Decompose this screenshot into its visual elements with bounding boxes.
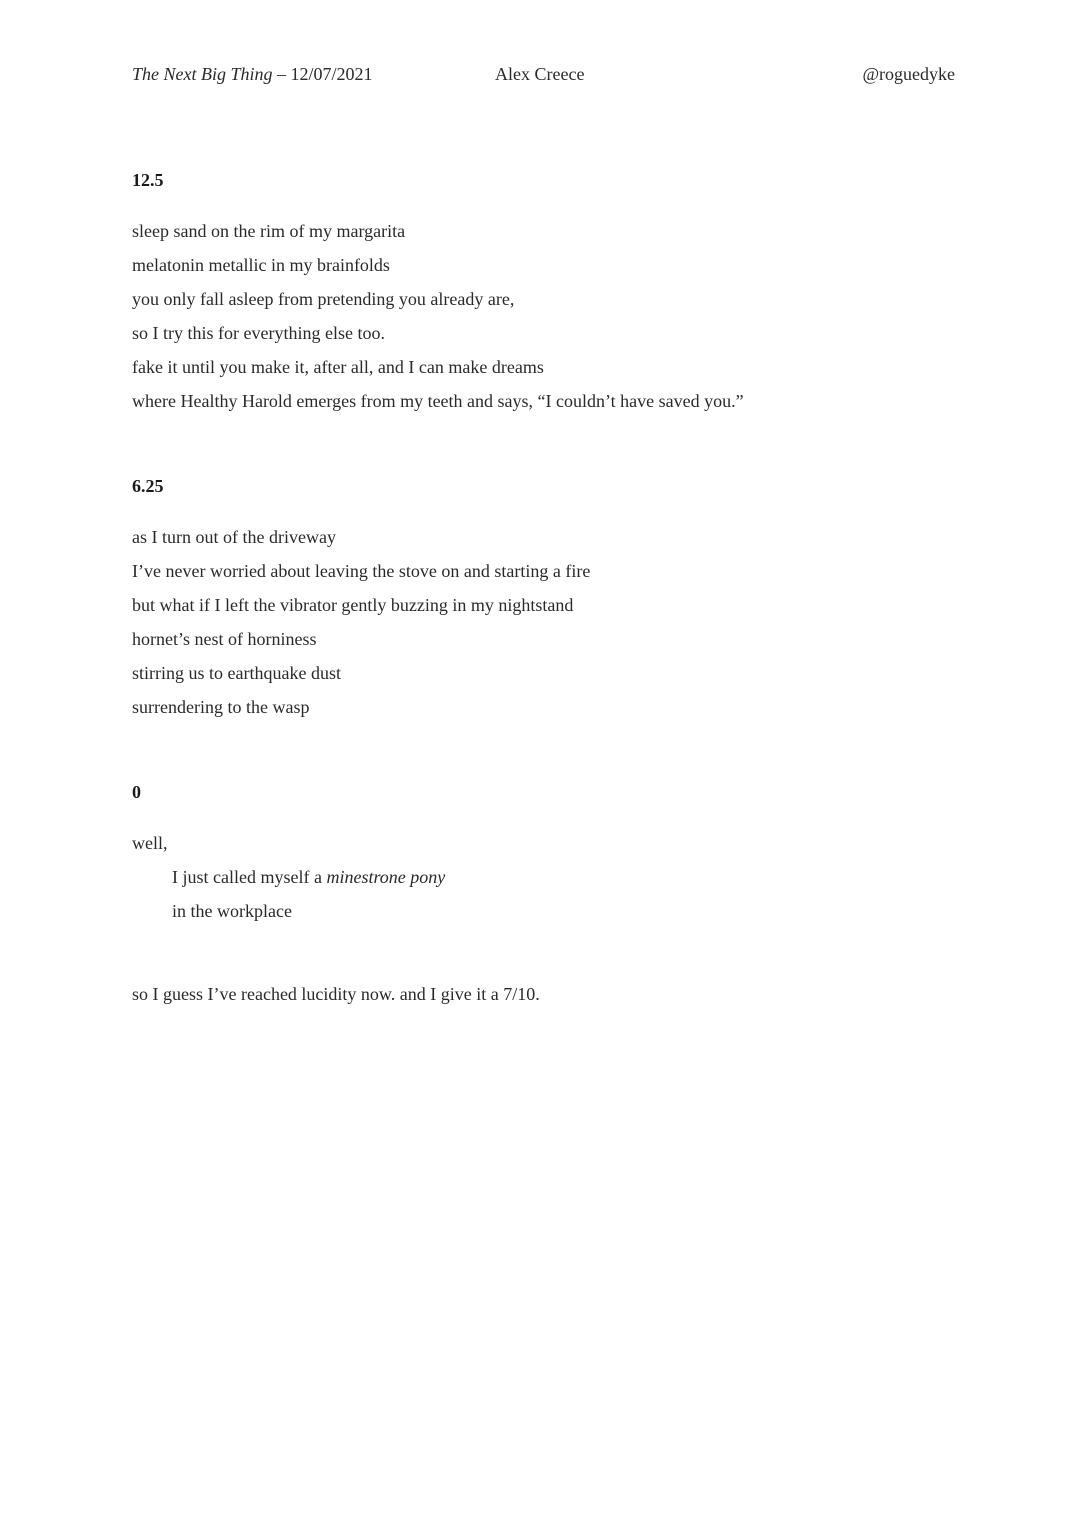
section-title-0: 0 <box>132 782 141 802</box>
poem-line-indented: in the workplace <box>172 901 292 921</box>
poem-line-prefix: I just called myself a <box>172 867 327 887</box>
poem-stanza-12-5 <box>132 214 744 418</box>
header-title-date <box>132 64 373 85</box>
poem-line: so I try this for everything else too. <box>132 323 385 343</box>
header-handle: @roguedyke <box>862 64 955 84</box>
section-title-6-25: 6.25 <box>132 476 164 496</box>
poem-line: where Healthy Harold emerges from my teeth and says, “I couldn’t have saved you.” <box>132 391 744 411</box>
poem-closing <box>132 977 540 1011</box>
poem-line: fake it until you make it, after all, and I can make dreams <box>132 357 544 377</box>
poem-line: sleep sand on the rim of my margarita <box>132 221 406 241</box>
header-title: The Next Big Thing <box>132 64 273 84</box>
poem-line: stirring us to earthquake dust <box>132 663 341 683</box>
poem-line: surrendering to the wasp <box>132 697 310 717</box>
poem-stanza-0 <box>132 826 445 928</box>
poem-line-indented <box>132 860 445 894</box>
poem-line: I’ve never worried about leaving the stove on and starting a fire <box>132 561 591 581</box>
poem-emphasis: minestrone pony <box>326 867 446 887</box>
page-header <box>0 64 1086 90</box>
poem-line: melatonin metallic in my brainfolds <box>132 255 390 275</box>
poem-line: but what if I left the vibrator gently buzzing in my nightstand <box>132 595 574 615</box>
section-title-12-5: 12.5 <box>132 170 164 190</box>
header-author: Alex Creece <box>495 64 585 84</box>
header-date: – 12/07/2021 <box>272 64 373 84</box>
poem-line: hornet’s nest of horniness <box>132 629 317 649</box>
poem-closing-line: so I guess I’ve reached lucidity now. and I give it a 7/10. <box>132 984 540 1004</box>
poem-line: as I turn out of the driveway <box>132 527 336 547</box>
poem-line: you only fall asleep from pretending you already are, <box>132 289 515 309</box>
poem-stanza-6-25 <box>132 520 590 724</box>
poem-line: well, <box>132 833 168 853</box>
